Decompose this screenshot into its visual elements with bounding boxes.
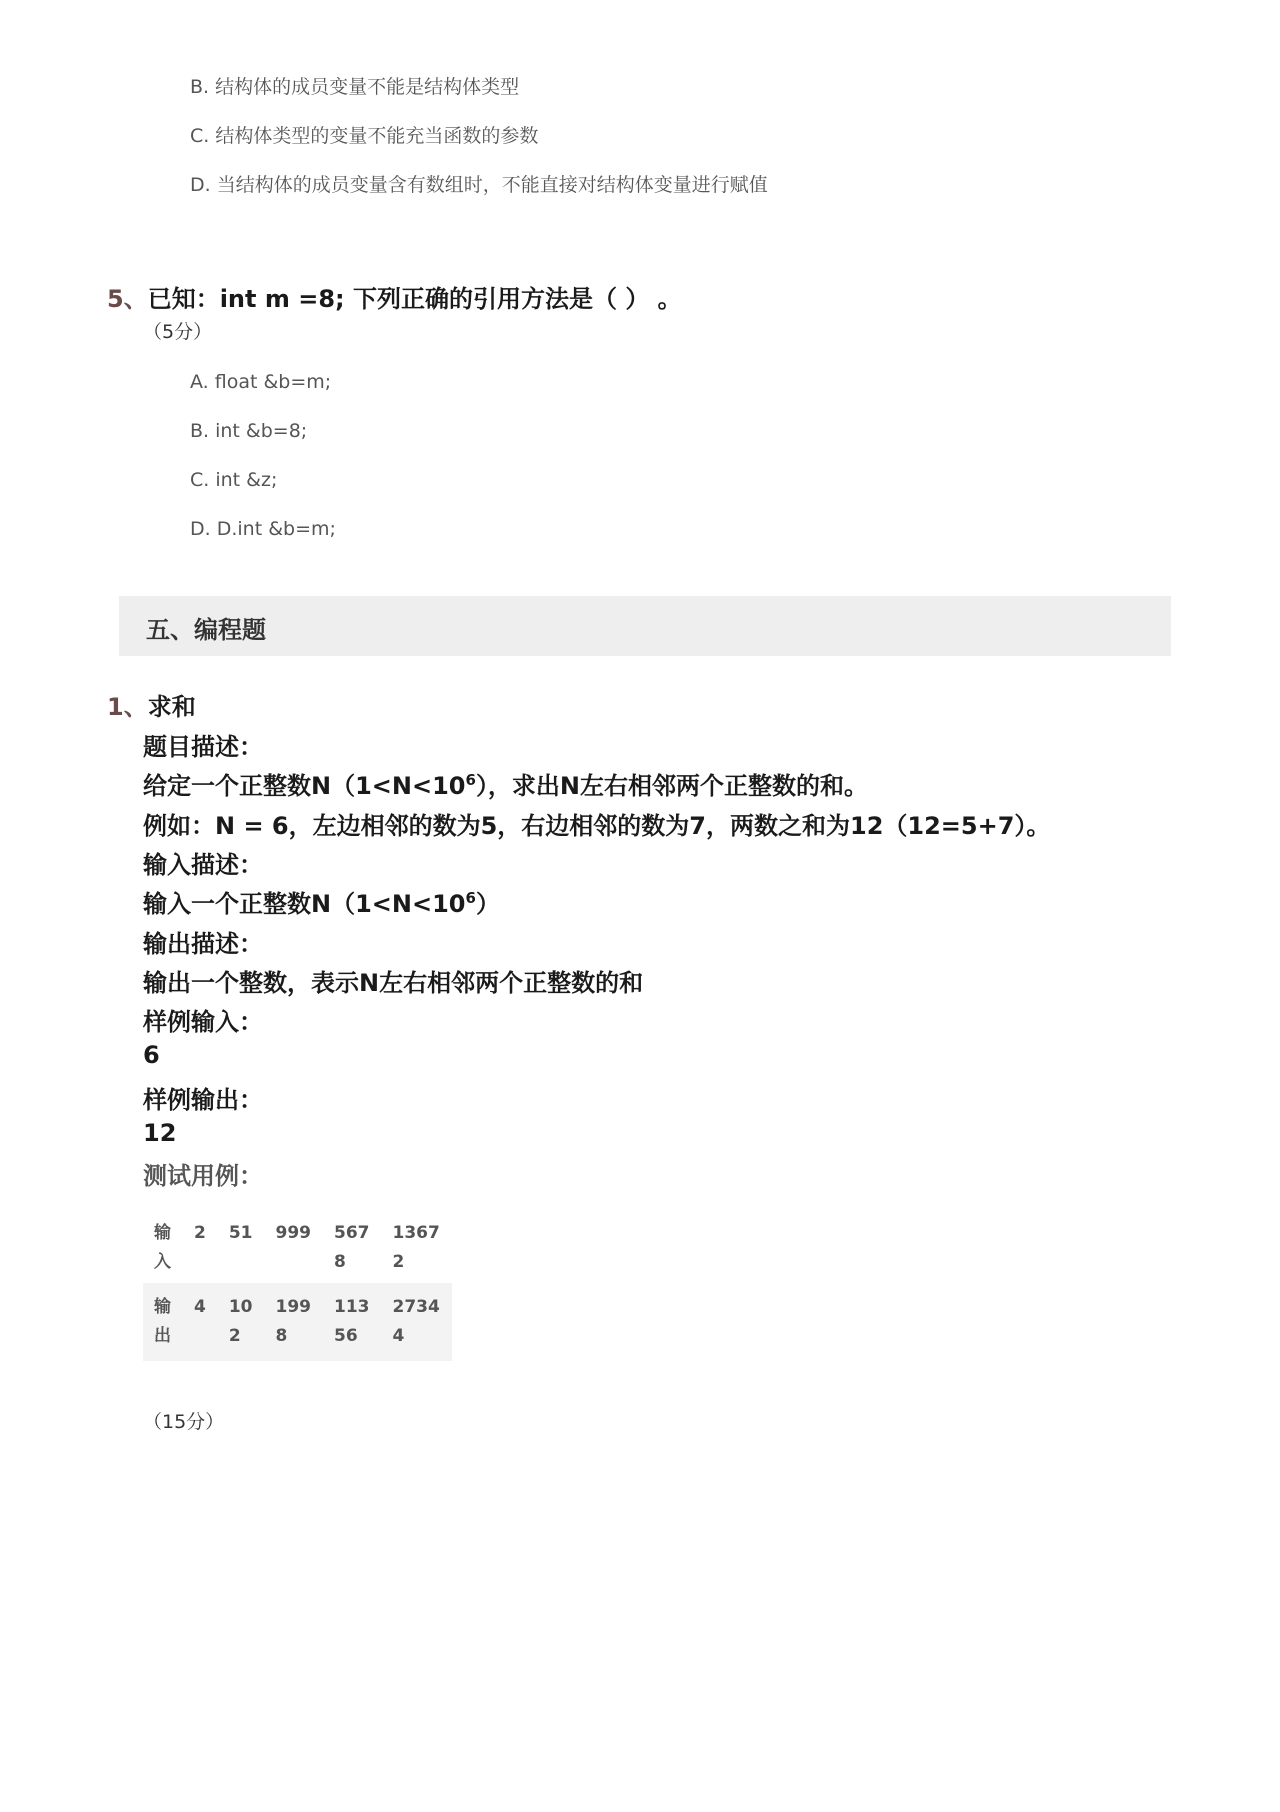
test-row-input bbox=[143, 1213, 452, 1283]
cell-text: 输 入 bbox=[154, 1223, 171, 1272]
question-text: 已知：int m =8; 下列正确的引用方法是（ ） 。 bbox=[147, 285, 682, 313]
desc-line-a: 给定一个正整数N（1<N<10 bbox=[143, 772, 466, 800]
q5-option-c: C. int &z; bbox=[190, 469, 278, 491]
q5-option-a: A. float &b=m; bbox=[190, 371, 332, 393]
question-5-title bbox=[107, 279, 682, 314]
problem-1-score: （15分） bbox=[143, 1411, 225, 1433]
table-cell bbox=[382, 1283, 452, 1361]
question-5-score: （5分） bbox=[143, 321, 213, 343]
input-desc-b: ） bbox=[475, 890, 500, 918]
input-desc bbox=[143, 884, 500, 919]
cell-text: 2 bbox=[194, 1223, 206, 1243]
section-title: 五、编程题 bbox=[146, 616, 266, 644]
test-row-output bbox=[143, 1283, 452, 1361]
sample-output-value: 12 bbox=[143, 1119, 177, 1147]
desc-label: 题目描述： bbox=[143, 733, 263, 761]
table-cell bbox=[218, 1283, 265, 1361]
cell-text: 1367 2 bbox=[392, 1223, 440, 1272]
cell-text: 567 8 bbox=[334, 1223, 370, 1272]
sample-input-value: 6 bbox=[143, 1041, 160, 1069]
problem-1-title bbox=[107, 687, 196, 722]
output-label: 输出描述： bbox=[143, 930, 263, 958]
table-cell bbox=[143, 1283, 183, 1361]
problem-title-text: 求和 bbox=[147, 693, 196, 721]
problem-number: 1、 bbox=[107, 693, 148, 721]
table-cell bbox=[183, 1283, 218, 1361]
cell-text: 199 8 bbox=[275, 1297, 312, 1346]
cell-text: 113 56 bbox=[334, 1297, 370, 1346]
table-cell bbox=[265, 1283, 324, 1361]
q5-option-d: D. D.int &b=m; bbox=[190, 518, 336, 540]
table-cell bbox=[323, 1283, 382, 1361]
section-header bbox=[119, 596, 1171, 656]
q5-option-b: B. int &b=8; bbox=[190, 420, 308, 442]
option-b: B. 结构体的成员变量不能是结构体类型 bbox=[190, 76, 520, 98]
example-line: 例如：N = 6，左边相邻的数为5，右边相邻的数为7，两数之和为12（12=5+7）。 bbox=[143, 812, 1051, 840]
cell-text: 2734 4 bbox=[392, 1297, 440, 1346]
test-cases-table bbox=[143, 1213, 452, 1361]
question-number: 5、 bbox=[107, 285, 148, 313]
table-cell bbox=[323, 1213, 382, 1283]
option-c: C. 结构体类型的变量不能充当函数的参数 bbox=[190, 125, 539, 147]
sample-input-label: 样例输入： bbox=[143, 1008, 263, 1036]
table-cell bbox=[143, 1213, 183, 1283]
desc-line-sup: 6 bbox=[465, 771, 476, 789]
desc-line bbox=[143, 766, 868, 801]
sample-output-label: 样例输出： bbox=[143, 1086, 263, 1114]
cell-text: 10 2 bbox=[228, 1297, 253, 1346]
output-desc: 输出一个整数，表示N左右相邻两个正整数的和 bbox=[143, 969, 644, 997]
cell-text: 输 出 bbox=[154, 1297, 171, 1346]
table-cell bbox=[218, 1213, 265, 1283]
test-cases-label: 测试用例： bbox=[143, 1162, 263, 1190]
cell-text: 51 bbox=[228, 1223, 253, 1243]
option-d: D. 当结构体的成员变量含有数组时，不能直接对结构体变量进行赋值 bbox=[190, 174, 768, 196]
input-desc-sup: 6 bbox=[465, 889, 476, 907]
input-label: 输入描述： bbox=[143, 851, 263, 879]
desc-line-b: ），求出N左右相邻两个正整数的和。 bbox=[475, 772, 869, 800]
cell-text: 999 bbox=[275, 1223, 312, 1243]
table-cell bbox=[265, 1213, 324, 1283]
cell-text: 4 bbox=[194, 1297, 206, 1317]
table-cell bbox=[382, 1213, 452, 1283]
input-desc-a: 输入一个正整数N（1<N<10 bbox=[143, 890, 466, 918]
table-cell bbox=[183, 1213, 218, 1283]
